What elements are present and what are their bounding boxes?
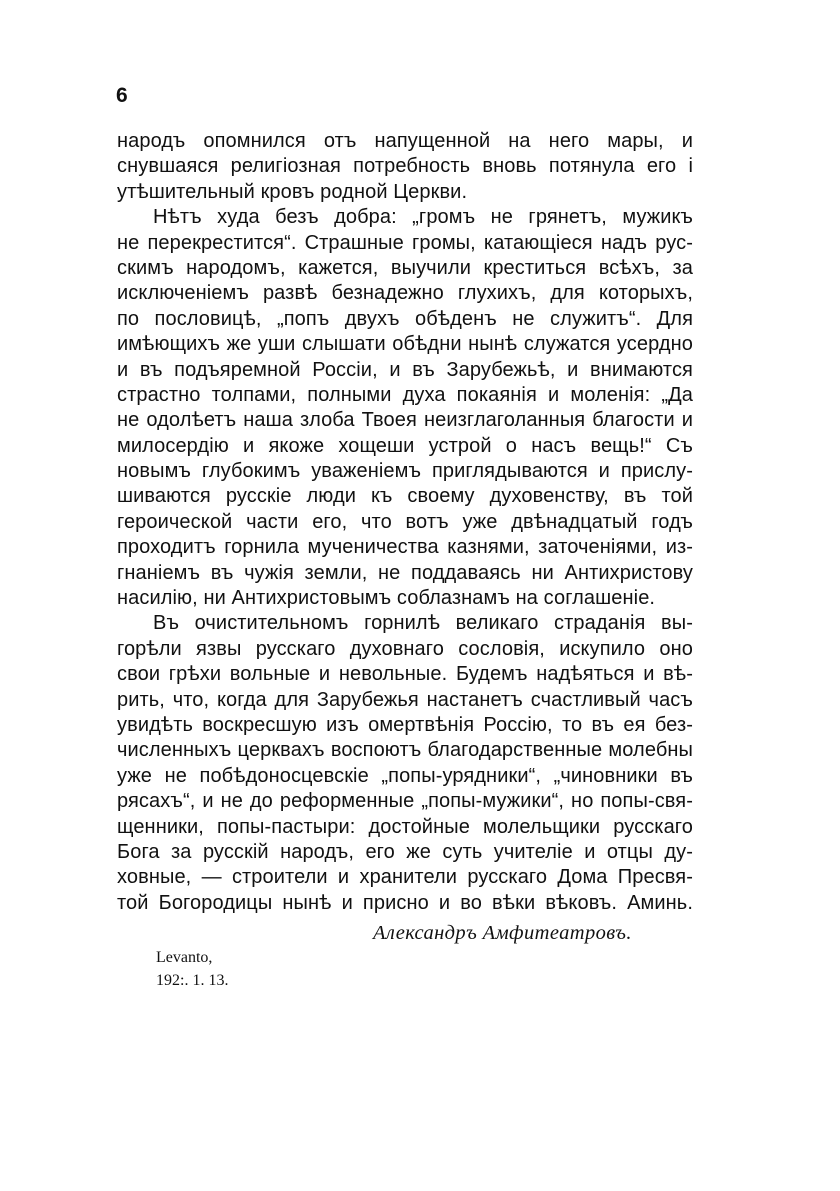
text-line: народъ опомнился отъ напущенной на него мары, и (117, 130, 693, 152)
text-line: той Богородицы нынѣ и присно и во вѣки вѣковъ. Аминь. (117, 891, 693, 914)
paragraph-3 (117, 611, 693, 916)
text-line: героической части его, что вотъ уже двѣнадцатый годъ (117, 510, 693, 533)
text-line: не одолѣетъ наша злоба Твоея неизглаголанныя благости и (117, 409, 693, 432)
text-line: страстно толпами, полными духа покаянія и моленія: „Да (117, 383, 693, 406)
paragraph-2 (117, 205, 693, 611)
text-line: насилію, ни Антихристовымъ соблазнамъ на соглашеніе. (117, 587, 656, 610)
text-line: проходитъ горнила мученичества казнями, заточеніями, из- (117, 536, 693, 559)
text-line: и въ подъяремной Россіи, и въ Зарубежьѣ, и внимаются (117, 358, 693, 381)
text-line: свои грѣхи вольные и невольные. Будемъ надѣяться и вѣ- (117, 663, 693, 686)
text-line: щенники, попы-пастыри: достойные молельщики русскаго (117, 815, 693, 838)
text-line: шиваются русскіе люди къ своему духовенству, въ той (117, 485, 693, 508)
text-line: утѣшительный кровъ родной Церкви. (117, 180, 468, 203)
text-line: скимъ народомъ, кажется, выучили креститься всѣхъ, за (117, 256, 693, 279)
text-line: ховные, — строители и хранители русскаго Дома Пресвя- (117, 866, 693, 889)
page-number: 6 (116, 84, 128, 107)
text-line: новымъ глубокимъ уваженіемъ приглядываются и прислу- (117, 460, 693, 483)
text-line: Въ очистительномъ горнилѣ великаго страданія вы- (153, 612, 693, 635)
text-line: увидѣть воскресшую изъ омертвѣнія Россію, то въ ея без- (117, 713, 693, 736)
date: 192:. 1. 13. (156, 972, 229, 989)
text-line: Бога за русскій народъ, его же суть учителіе и отцы ду- (117, 840, 693, 863)
text-line: уже не побѣдоносцевскіе „попы-урядники“, „чиновники въ (117, 764, 693, 787)
text-line: рясахъ“, и не до реформенные „попы-мужики“, но попы-свя- (117, 790, 693, 813)
text-line: милосердію и якоже хощеши устрой о насъ вещь!“ Съ (117, 434, 693, 457)
text-line: Нѣтъ худа безъ добра: „громъ не грянетъ, мужикъ (153, 206, 693, 229)
text-line: не перекрестится“. Страшные громы, катающіеся надъ рус- (117, 231, 693, 254)
text-line: рить, что, когда для Зарубежья настанетъ счастливый часъ (117, 688, 693, 711)
author-signature: Александръ Амфитеатровъ. (373, 922, 632, 944)
text-line: снувшаяся религіозная потребность вновь потянула его і (117, 155, 693, 178)
text-line: горѣли язвы русскаго духовнаго сословія, искупило оно (117, 637, 693, 660)
text-line: гнаніемъ въ чужія земли, не поддаваясь ни Антихристову (117, 561, 693, 584)
place: Levanto, (156, 949, 213, 966)
place-and-date (156, 946, 228, 992)
text-line: исключеніемъ развѣ безнадежно глухихъ, для которыхъ, (117, 282, 693, 305)
text-line: численныхъ церквахъ воспоютъ благодарственные молебны (117, 739, 693, 762)
text-line: имѣющихъ же уши слышати обѣдни нынѣ служатся усердно (117, 333, 693, 356)
body-text (117, 129, 693, 916)
text-line: по пословицѣ, „попъ двухъ обѣденъ не служитъ“. Для (117, 307, 693, 330)
paragraph-1 (117, 129, 693, 205)
